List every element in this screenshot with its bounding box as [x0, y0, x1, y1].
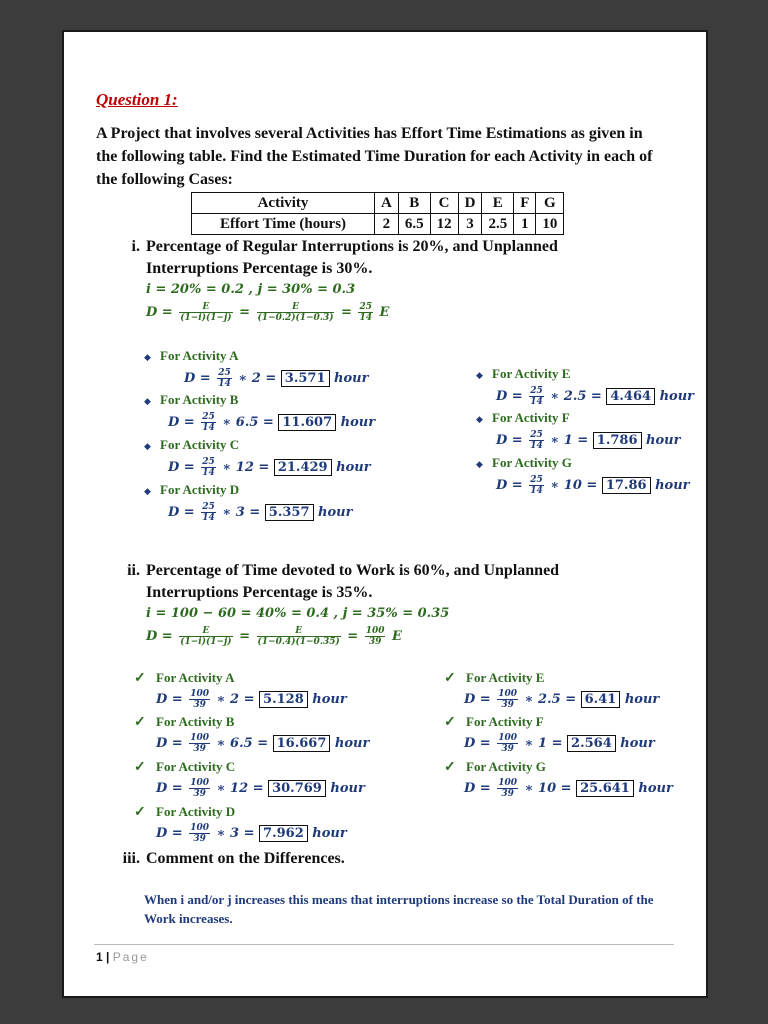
checkmark-icon: ✓	[444, 715, 456, 730]
diamond-bullet-icon: ◆	[476, 369, 483, 380]
fraction	[217, 368, 232, 389]
case3-text: Comment on the Differences.	[146, 850, 345, 867]
result-box: 4.464	[606, 388, 655, 405]
activity-equation	[496, 430, 680, 451]
activity-equation	[496, 475, 690, 496]
case1-text: Percentage of Regular Interruptions is 20%, and Unplanned Interruptions Percentage is 30%.	[146, 238, 558, 277]
activity-equation	[464, 733, 655, 754]
activity-label	[444, 670, 544, 687]
fraction	[365, 626, 386, 647]
equation-mult: ∗ 3 =	[217, 505, 265, 520]
activity-equation	[168, 457, 371, 478]
fraction	[529, 430, 544, 451]
diamond-bullet-icon: ◆	[476, 413, 483, 424]
table-cell: 10	[536, 214, 564, 235]
fraction	[189, 823, 210, 844]
unit-label: hour	[620, 692, 660, 707]
equation-lhs: D =	[464, 736, 496, 751]
activity-label	[144, 392, 238, 408]
result-box: 2.564	[567, 735, 616, 752]
equation-lhs: D =	[156, 826, 188, 841]
fraction	[529, 386, 544, 407]
equation-mult: ∗ 2 =	[233, 371, 281, 386]
fraction	[189, 733, 210, 754]
frac-den: 39	[193, 789, 206, 799]
table-cell: E	[482, 193, 514, 214]
diamond-bullet-icon: ◆	[144, 395, 151, 406]
frac-den: (1−i)(1−j)	[180, 313, 232, 323]
frac-num: 100	[190, 689, 210, 699]
table-row	[192, 193, 564, 214]
diamond-bullet-icon: ◆	[144, 351, 151, 362]
unit-label: hour	[650, 478, 690, 493]
table-cell: 12	[430, 214, 458, 235]
frac-den: 14	[530, 486, 543, 496]
case1-heading	[131, 236, 626, 280]
equation-mult: ∗ 1 =	[545, 433, 593, 448]
result-box: 21.429	[274, 459, 332, 476]
activity-label	[144, 348, 238, 364]
unit-label: hour	[641, 433, 681, 448]
table-cell: 1	[514, 214, 536, 235]
table-cell: Effort Time (hours)	[192, 214, 375, 235]
diamond-bullet-icon: ◆	[144, 485, 151, 496]
page-number: 1	[96, 950, 103, 964]
activity-label-text: For Activity B	[156, 714, 235, 729]
activity-equation	[156, 733, 369, 754]
frac-den: 39	[368, 637, 382, 647]
frac-num: 100	[365, 626, 385, 636]
equation-lhs: D =	[156, 781, 188, 796]
fraction	[189, 689, 210, 710]
activity-equation	[464, 689, 659, 710]
activity-label-text: For Activity F	[492, 410, 570, 425]
activity-label-text: For Activity D	[156, 804, 236, 819]
activity-label	[134, 714, 234, 731]
activity-equation	[156, 778, 365, 799]
equation-mult: ∗ 6.5 =	[212, 736, 273, 751]
footer-divider	[94, 944, 674, 945]
formula-end: E	[392, 629, 402, 644]
activity-equation	[168, 412, 375, 433]
activity-label	[444, 714, 544, 731]
frac-num: 25	[530, 386, 543, 396]
frac-num: 25	[202, 502, 215, 512]
case2-text: Percentage of Time devoted to Work is 60%, and Unplanned Interruptions Percentage is 35%.	[146, 562, 560, 601]
activity-label	[476, 455, 572, 471]
frac-den: (1−0.4)(1−0.35)	[257, 637, 340, 647]
activity-equation	[496, 386, 694, 407]
activity-equation	[156, 689, 347, 710]
question-title: Question 1:	[96, 90, 178, 109]
activity-label	[134, 670, 234, 687]
table-cell: D	[458, 193, 482, 214]
activity-equation	[168, 502, 352, 523]
equation-lhs: D =	[168, 505, 200, 520]
activity-label-text: For Activity B	[160, 392, 239, 407]
diamond-bullet-icon: ◆	[476, 458, 483, 469]
frac-num: 100	[498, 778, 518, 788]
frac-den: 14	[202, 423, 215, 433]
checkmark-icon: ✓	[134, 671, 146, 686]
fraction	[497, 689, 518, 710]
unit-label: hour	[329, 371, 369, 386]
equation-lhs: D =	[156, 692, 188, 707]
equation-lhs: D =	[184, 371, 216, 386]
frac-den: 39	[501, 744, 514, 754]
table-cell: F	[514, 193, 536, 214]
activity-label-text: For Activity C	[160, 437, 240, 452]
table-cell: 2.5	[482, 214, 514, 235]
activity-label	[144, 482, 239, 498]
table-cell: C	[430, 193, 458, 214]
fraction	[257, 302, 335, 323]
fraction	[497, 778, 518, 799]
formula-lhs: D =	[146, 305, 173, 320]
case3-heading	[122, 848, 626, 870]
activity-label-text: For Activity E	[492, 366, 571, 381]
equation-mult: ∗ 2.5 =	[545, 389, 607, 404]
equation-lhs: D =	[156, 736, 188, 751]
frac-num: 100	[190, 733, 210, 743]
fraction	[529, 475, 544, 496]
case3-comment: When i and/or j increases this means that interruptions increase so the Total Duration of the Work increases.	[144, 892, 654, 926]
result-box: 3.571	[281, 370, 330, 387]
equation-mult: ∗ 12 =	[212, 781, 269, 796]
frac-num: 25	[359, 302, 372, 312]
fraction	[201, 502, 216, 523]
checkmark-icon: ✓	[444, 671, 456, 686]
equation-lhs: D =	[168, 460, 200, 475]
fraction	[179, 302, 232, 323]
fraction	[497, 733, 518, 754]
result-box: 5.357	[265, 504, 314, 521]
case2-heading	[127, 560, 626, 604]
result-box: 30.769	[268, 780, 326, 797]
table-cell: G	[536, 193, 564, 214]
equation-lhs: D =	[496, 433, 528, 448]
equation-lhs: D =	[464, 692, 496, 707]
frac-num: 25	[202, 412, 215, 422]
frac-num: 100	[498, 689, 518, 699]
equation-lhs: D =	[496, 478, 528, 493]
equation-mult: ∗ 12 =	[217, 460, 274, 475]
frac-num: E	[179, 626, 232, 637]
activity-label-text: For Activity D	[160, 482, 240, 497]
result-box: 25.641	[576, 780, 634, 797]
equation-mult: ∗ 2 =	[212, 692, 260, 707]
activity-label	[476, 410, 570, 426]
case2-given: i = 100 − 60 = 40% = 0.4 , j = 35% = 0.35	[146, 606, 450, 621]
result-box: 16.667	[273, 735, 331, 752]
activity-label-text: For Activity G	[492, 455, 572, 470]
frac-den: 39	[193, 834, 206, 844]
frac-den: 39	[193, 744, 206, 754]
frac-num: 25	[530, 475, 543, 485]
checkmark-icon: ✓	[134, 760, 146, 775]
unit-label: hour	[633, 781, 673, 796]
frac-den: 14	[218, 379, 231, 389]
unit-label: hour	[615, 736, 655, 751]
case1-formula: D = $\frac{E}{(1-i)(1-j)}$ = $\frac{E}{(1-0.2)(1-0.3)}$ = $\frac{25}{14}$ E	[146, 302, 390, 323]
case3-number: iii.	[122, 850, 140, 867]
intro-text: A Project that involves several Activities has Effort Time Estimations as given in the following table. Find the Estimated Time Duration for each Activity in each of the following Cases:	[96, 125, 653, 188]
activity-label	[476, 366, 570, 382]
diamond-bullet-icon: ◆	[144, 440, 151, 451]
equation-mult: ∗ 3 =	[212, 826, 260, 841]
result-box: 6.41	[581, 691, 621, 708]
unit-label: hour	[331, 460, 371, 475]
document-page	[62, 30, 708, 998]
case1-given: i = 20% = 0.2 , j = 30% = 0.3	[146, 282, 356, 297]
fraction	[358, 302, 373, 323]
activity-label-text: For Activity A	[156, 670, 235, 685]
frac-num: 25	[202, 457, 215, 467]
result-box: 11.607	[278, 414, 336, 431]
fraction	[257, 626, 341, 647]
frac-den: 39	[501, 700, 514, 710]
activity-label	[444, 759, 546, 776]
equation-mult: ∗ 10 =	[545, 478, 602, 493]
activity-label-text: For Activity F	[466, 714, 544, 729]
unit-label: hour	[325, 781, 365, 796]
activity-equation	[184, 368, 368, 389]
activity-label-text: For Activity C	[156, 759, 236, 774]
case1-number: i.	[131, 238, 140, 255]
frac-num: E	[257, 302, 335, 313]
frac-den: 39	[501, 789, 514, 799]
case2-formula: D = $\frac{E}{(1-i)(1-j)}$ = $\frac{E}{(1-0.4)(1-0.35)}$ = $\frac{100}{39}$ E	[146, 626, 402, 647]
unit-label: hour	[313, 505, 353, 520]
activity-label	[134, 759, 235, 776]
effort-table	[191, 192, 564, 235]
table-row	[192, 214, 564, 235]
fraction	[201, 457, 216, 478]
activity-equation	[156, 823, 347, 844]
frac-num: 100	[190, 778, 210, 788]
activity-equation	[464, 778, 673, 799]
activity-label-text: For Activity A	[160, 348, 239, 363]
frac-num: 100	[498, 733, 518, 743]
case2-number: ii.	[127, 562, 140, 579]
table-cell: 6.5	[398, 214, 430, 235]
table-cell: A	[375, 193, 399, 214]
checkmark-icon: ✓	[134, 805, 146, 820]
frac-den: (1−i)(1−j)	[180, 637, 232, 647]
unit-label: hour	[330, 736, 370, 751]
table-cell: Activity	[192, 193, 375, 214]
activity-label	[134, 804, 235, 821]
frac-den: 14	[202, 513, 215, 523]
checkmark-icon: ✓	[134, 715, 146, 730]
result-box: 1.786	[593, 432, 642, 449]
equation-lhs: D =	[464, 781, 496, 796]
unit-label: hour	[336, 415, 376, 430]
table-cell: 2	[375, 214, 399, 235]
unit-label: hour	[307, 826, 347, 841]
formula-lhs: D =	[146, 629, 173, 644]
equation-mult: ∗ 2.5 =	[520, 692, 581, 707]
activity-label-text: For Activity G	[466, 759, 546, 774]
table-cell: B	[398, 193, 430, 214]
activity-label-text: For Activity E	[466, 670, 545, 685]
frac-den: 14	[359, 313, 372, 323]
fraction	[189, 778, 210, 799]
equation-mult: ∗ 6.5 =	[217, 415, 279, 430]
result-box: 17.86	[602, 477, 651, 494]
fraction	[201, 412, 216, 433]
frac-num: E	[257, 626, 341, 637]
unit-label: hour	[655, 389, 695, 404]
equation-mult: ∗ 10 =	[520, 781, 577, 796]
frac-den: 39	[193, 700, 206, 710]
frac-num: 25	[530, 430, 543, 440]
page-footer	[96, 950, 149, 964]
result-box: 7.962	[259, 825, 308, 842]
frac-den: 14	[530, 441, 543, 451]
fraction	[179, 626, 232, 647]
result-box: 5.128	[259, 691, 308, 708]
table-cell: 3	[458, 214, 482, 235]
frac-den: 14	[530, 397, 543, 407]
frac-den: (1−0.2)(1−0.3)	[257, 313, 334, 323]
frac-num: 25	[218, 368, 231, 378]
footer-separator: |	[106, 950, 110, 964]
frac-num: E	[179, 302, 232, 313]
page-label: Page	[112, 950, 149, 964]
formula-end: E	[379, 305, 390, 320]
equation-lhs: D =	[496, 389, 528, 404]
equation-mult: ∗ 1 =	[520, 736, 568, 751]
checkmark-icon: ✓	[444, 760, 456, 775]
frac-num: 100	[190, 823, 210, 833]
frac-den: 14	[202, 468, 215, 478]
unit-label: hour	[307, 692, 347, 707]
equation-lhs: D =	[168, 415, 200, 430]
activity-label	[144, 437, 239, 453]
